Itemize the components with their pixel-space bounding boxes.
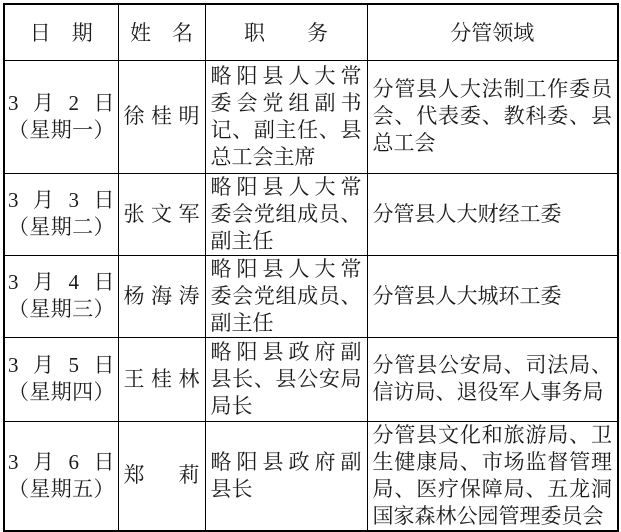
date-cell — [4, 337, 118, 421]
table-row — [4, 255, 618, 337]
date-cell — [4, 421, 118, 531]
position-line: 委会党组成员、 — [210, 201, 362, 226]
header-row — [4, 4, 618, 60]
name-cell — [118, 337, 205, 421]
date-cell — [4, 255, 118, 337]
position-cell — [205, 60, 367, 173]
domain-cell — [367, 173, 618, 255]
header-cell-date: 日 期 — [4, 4, 118, 60]
date-line: 3月2日 — [8, 90, 115, 115]
domain-line: 总工会 — [372, 131, 436, 155]
domain-line: 生健康局、市场监督管理 — [372, 449, 612, 474]
position-cell — [205, 173, 367, 255]
name-text: 张文军 — [123, 201, 200, 226]
name-cell — [118, 60, 205, 173]
position-line: 记、副主任、县 — [210, 117, 362, 142]
date-line: （星期一） — [8, 117, 115, 142]
name-cell — [118, 255, 205, 337]
position-line: 副主任 — [210, 310, 274, 335]
name-text: 王桂林 — [123, 366, 200, 391]
date-line: （星期三） — [8, 297, 115, 321]
domain-line: 分管县文化和旅游局、卫 — [372, 422, 612, 447]
position-cell — [205, 421, 367, 531]
position-line: 委会党组成员、 — [210, 283, 362, 308]
date-cell — [4, 60, 118, 173]
date-line: 3月6日 — [8, 449, 115, 474]
name-cell — [118, 173, 205, 255]
name-text: 杨海涛 — [123, 283, 200, 308]
position-line: 副主任 — [210, 228, 274, 253]
domain-cell — [367, 60, 618, 173]
header-cell-position: 职 务 — [205, 4, 367, 60]
domain-line: 分管县人大财经工委 — [372, 201, 562, 226]
table-row — [4, 60, 618, 173]
domain-line: 信访局、退役军人事务局 — [372, 380, 604, 404]
position-line: 略阳县政府副 — [210, 339, 362, 364]
position-line: 委会党组副书 — [210, 90, 362, 115]
position-line: 总工会主席 — [210, 144, 316, 169]
domain-cell — [367, 337, 618, 421]
table-header — [4, 4, 618, 60]
domain-line: 局、医疗保障局、五龙洞 — [372, 476, 612, 501]
date-line: （星期二） — [8, 215, 115, 239]
date-line: 3月5日 — [8, 353, 115, 377]
date-line: （星期五） — [8, 476, 115, 501]
domain-cell — [367, 255, 618, 337]
name-text: 郑莉 — [123, 463, 200, 487]
domain-line: 分管县公安局、司法局、 — [372, 353, 612, 377]
date-line: （星期四） — [8, 380, 115, 404]
position-line: 略阳县政府副 — [210, 449, 362, 474]
position-line: 局长 — [210, 393, 253, 418]
date-cell — [4, 173, 118, 255]
header-cell-name: 姓 名 — [118, 4, 205, 60]
date-line: 3月3日 — [8, 188, 115, 212]
duty-schedule-table — [3, 3, 619, 532]
position-line: 略阳县人大常 — [210, 174, 362, 199]
domain-line: 分管县人大法制工作委员 — [372, 77, 612, 101]
table-body — [4, 60, 618, 531]
table-row — [4, 421, 618, 531]
position-line: 略阳县人大常 — [210, 256, 362, 281]
domain-line: 会、代表委、教科委、县 — [372, 104, 612, 128]
date-line: 3月4日 — [8, 270, 115, 294]
name-text: 徐桂明 — [123, 104, 200, 128]
position-cell — [205, 337, 367, 421]
position-cell — [205, 255, 367, 337]
position-line: 县长 — [210, 476, 253, 501]
position-line: 县长、县公安局 — [210, 366, 362, 391]
header-cell-domain: 分管领域 — [367, 4, 618, 60]
domain-cell — [367, 421, 618, 531]
domain-line: 国家森林公园管理委员会 — [372, 503, 604, 528]
name-cell — [118, 421, 205, 531]
position-line: 略阳县人大常 — [210, 63, 362, 88]
domain-line: 分管县人大城环工委 — [372, 283, 562, 308]
table-row — [4, 337, 618, 421]
table-row — [4, 173, 618, 255]
